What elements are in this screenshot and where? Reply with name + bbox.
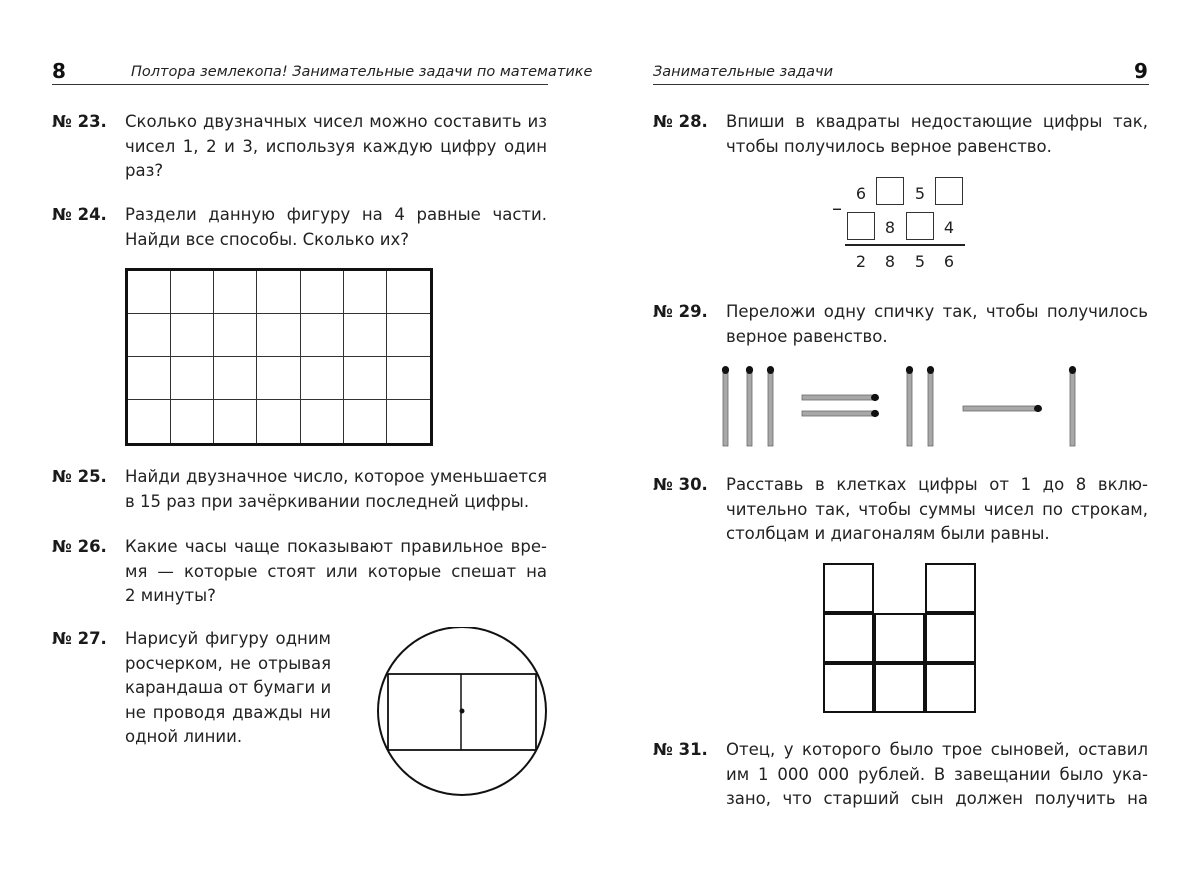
- grid-cell: [128, 400, 171, 443]
- matchstick: [723, 370, 728, 446]
- problem-30-text: [726, 473, 1148, 547]
- match-group-minus: [963, 405, 1042, 412]
- grid-cell: [344, 271, 387, 314]
- problem-27-line: карандаша от бумаги и: [125, 678, 332, 697]
- problem-23-line: Сколько двузначных чисел можно составить из: [125, 112, 547, 131]
- matchstick: [747, 370, 752, 446]
- grid-cell: [214, 314, 257, 357]
- grid-cell-input[interactable]: [823, 663, 874, 713]
- matchstick: [802, 411, 874, 416]
- problem-27-line: Нарисуй фигуру одним: [125, 629, 331, 648]
- grid-cell-input[interactable]: [874, 613, 925, 663]
- problem-24-grid-figure: [125, 268, 433, 446]
- problem-26-line: Какие часы чаще показывают правильное вре-: [125, 537, 547, 556]
- problem-30-line: чительно так, чтобы суммы чисел по строкам,: [726, 499, 1148, 519]
- match-head: [906, 366, 913, 374]
- grid-cell: [344, 400, 387, 443]
- grid-cell: [301, 357, 344, 400]
- grid-cell: [387, 271, 430, 314]
- problem-29-number: № 29.: [653, 302, 708, 321]
- digit: 6: [855, 184, 867, 203]
- missing-digit-box[interactable]: [906, 212, 934, 240]
- problem-29-line: Переложи одну спичку так, чтобы получилось: [726, 302, 1148, 321]
- problem-24-text: [125, 203, 547, 252]
- problem-26-line: 2 минуты?: [125, 586, 216, 605]
- grid-cell-input[interactable]: [925, 563, 976, 613]
- matchstick: [1070, 370, 1075, 446]
- grid-cell: [301, 400, 344, 443]
- grid-cell: [128, 314, 171, 357]
- grid-cell: [257, 271, 300, 314]
- match-head: [722, 366, 729, 374]
- problem-28-line: чтобы получилось верное равенство.: [726, 136, 1052, 156]
- problem-30-line: Расставь в клетках цифры от 1 до 8 вклю-: [726, 475, 1148, 494]
- match-head: [767, 366, 774, 374]
- result-digit: 2: [855, 252, 867, 271]
- problem-26-line: мя — которые стоят или которые спешат на: [125, 561, 547, 581]
- problem-24-number: № 24.: [52, 205, 107, 224]
- grid-cell: [214, 400, 257, 443]
- left-running-head: Полтора землекопа! Занимательные задачи по математике: [131, 64, 593, 80]
- match-group-ii: [906, 366, 934, 446]
- right-page-number: 9: [1134, 59, 1148, 83]
- problem-24-line: Найди все способы. Сколько их?: [125, 229, 410, 249]
- grid-cell-input[interactable]: [874, 663, 925, 713]
- right-running-head: Занимательные задачи: [653, 64, 834, 80]
- grid-cell: [301, 271, 344, 314]
- problem-23-line: чисел 1, 2 и 3, используя каждую цифру один: [125, 136, 547, 156]
- grid-cell: [301, 314, 344, 357]
- missing-digit-box[interactable]: [935, 177, 963, 205]
- problem-26-number: № 26.: [52, 537, 107, 556]
- problem-30-number: № 30.: [653, 475, 708, 494]
- problem-29-matchsticks: [715, 360, 1085, 452]
- problem-27-line: росчерком, не отрывая: [125, 653, 331, 673]
- digit: 5: [914, 184, 926, 203]
- match-head: [871, 394, 879, 401]
- grid-cell: [171, 314, 214, 357]
- grid-cell: [344, 357, 387, 400]
- problem-23-number: № 23.: [52, 112, 107, 131]
- match-head: [927, 366, 934, 374]
- problem-28-line: Впиши в квадраты недостающие цифры так,: [726, 112, 1148, 131]
- match-head: [746, 366, 753, 374]
- missing-digit-box[interactable]: [876, 177, 904, 205]
- problem-28-text: [726, 110, 1148, 159]
- problem-31-line: им 1 000 000 рублей. В завещании было ука-: [726, 764, 1148, 784]
- grid-cell: [171, 357, 214, 400]
- subtraction-bar: [845, 244, 965, 246]
- problem-31-line: Отец, у которого было трое сыновей, оставил: [726, 740, 1148, 759]
- result-digit: 5: [914, 252, 926, 271]
- problem-25-line: в 15 раз при зачёркивании последней цифры.: [125, 491, 530, 511]
- problem-28-number: № 28.: [653, 112, 708, 131]
- problem-29-line: верное равенство.: [726, 326, 888, 346]
- grid-cell-input[interactable]: [925, 613, 976, 663]
- match-head: [1034, 405, 1042, 412]
- problem-26-text: [125, 535, 547, 609]
- figure-center-dot: [460, 709, 465, 714]
- match-head: [1069, 366, 1076, 374]
- problem-27-circle-figure: [375, 627, 550, 797]
- problem-23-line: раз?: [125, 161, 164, 180]
- match-group-equals: [802, 394, 879, 417]
- problem-27-number: № 27.: [52, 629, 107, 648]
- match-group-i: [1069, 366, 1076, 446]
- match-head: [871, 410, 879, 417]
- grid-cell: [257, 357, 300, 400]
- match-group-iii: [722, 366, 774, 446]
- grid-cell: [171, 271, 214, 314]
- left-page-number: 8: [52, 59, 66, 83]
- grid-cell: [214, 271, 257, 314]
- problem-31-text: [726, 738, 1148, 812]
- problem-29-text: [726, 300, 1148, 349]
- problem-25-number: № 25.: [52, 467, 107, 486]
- matchstick: [907, 370, 912, 446]
- problem-24-line: Раздели данную фигуру на 4 равные части.: [125, 205, 547, 224]
- problem-27-line: не проводя дважды ни: [125, 702, 331, 722]
- grid-cell: [214, 357, 257, 400]
- matchstick: [802, 395, 874, 400]
- grid-cell: [128, 271, 171, 314]
- problem-25-line: Найди двузначное число, которое уменьшается: [125, 467, 547, 486]
- right-header-rule: [653, 84, 1149, 85]
- grid-cell-input[interactable]: [925, 663, 976, 713]
- problem-30-line: столбцам и диагоналям были равны.: [726, 524, 1050, 543]
- grid-cell-input[interactable]: [823, 613, 874, 663]
- problem-27-text: [125, 627, 331, 750]
- grid-cell: [387, 357, 430, 400]
- grid-cell: [171, 400, 214, 443]
- result-digit: 6: [943, 252, 955, 271]
- grid-cell: [387, 314, 430, 357]
- grid-cell: [128, 357, 171, 400]
- grid-cell: [257, 314, 300, 357]
- missing-digit-box[interactable]: [847, 212, 875, 240]
- problem-27-line: одной линии.: [125, 727, 243, 746]
- grid-cell: [257, 400, 300, 443]
- digit: 8: [884, 218, 896, 237]
- matchstick: [963, 406, 1037, 411]
- problem-31-line: зано, что старший сын должен получить на: [726, 789, 1148, 808]
- problem-31-number: № 31.: [653, 740, 708, 759]
- minus-sign: –: [832, 196, 842, 220]
- digit: 4: [943, 218, 955, 237]
- left-header-rule: [52, 84, 548, 85]
- matchstick: [768, 370, 773, 446]
- result-digit: 8: [884, 252, 896, 271]
- grid-cell: [344, 314, 387, 357]
- problem-25-text: [125, 465, 547, 514]
- grid-cell: [387, 400, 430, 443]
- problem-23-text: [125, 110, 547, 184]
- grid-cell-input[interactable]: [823, 563, 874, 613]
- matchstick: [928, 370, 933, 446]
